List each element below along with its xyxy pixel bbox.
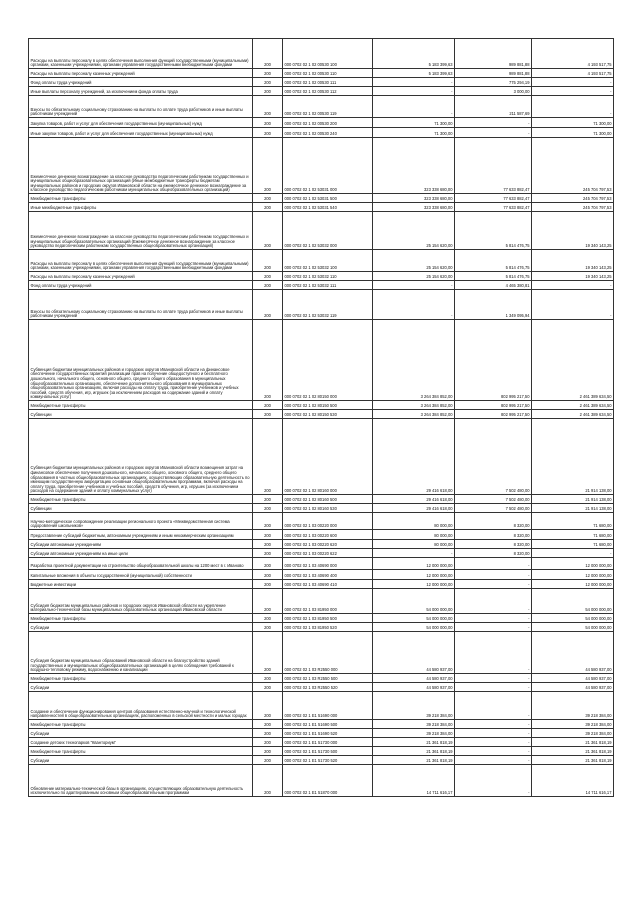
row-name: Фонд оплаты труда учреждений	[29, 281, 253, 290]
row-approved-amount: -	[373, 87, 455, 96]
row-name: Иные выплаты персоналу учреждений, за исключением фонда оплаты труда	[29, 87, 253, 96]
row-unexecuted-amount: 71 680,00	[532, 540, 614, 549]
row-classification-code: 000 0702 02 1 02 53031 540	[283, 203, 373, 212]
row-name: Создание детских технопарков "Кванториум"	[29, 738, 253, 747]
row-line-code: 200	[253, 530, 283, 540]
table-row	[29, 272, 614, 281]
row-classification-code: 000 0702 02 1 03 00220 620	[283, 540, 373, 549]
table-row	[29, 138, 614, 194]
row-unexecuted-amount: 21 914 138,00	[532, 504, 614, 513]
row-approved-amount: 54 000 000,00	[373, 623, 455, 632]
row-approved-amount: 54 000 000,00	[373, 589, 455, 614]
row-classification-code: 000 0702 02 1 E1 51730 500	[283, 747, 373, 756]
row-classification-code: 000 0702 02 1 02 53032 111	[283, 281, 373, 290]
row-classification-code: 000 0702 02 1 E1 51870 000	[283, 765, 373, 797]
row-executed-amount: -	[455, 674, 532, 683]
row-executed-amount: -	[455, 756, 532, 765]
row-unexecuted-amount: 12 000 000,00	[532, 580, 614, 589]
row-approved-amount: 39 218 384,00	[373, 729, 455, 738]
table-row	[29, 194, 614, 203]
row-unexecuted-amount: -	[532, 549, 614, 558]
row-unexecuted-amount: 44 580 937,00	[532, 632, 614, 674]
row-executed-amount: -	[455, 729, 532, 738]
row-line-code: 200	[253, 281, 283, 290]
row-line-code: 200	[253, 401, 283, 410]
row-classification-code: 000 0702 02 1 02 53032 110	[283, 272, 373, 281]
row-classification-code: 000 0702 02 1 03 00220 000	[283, 513, 373, 530]
table-row	[29, 78, 614, 87]
row-line-code: 200	[253, 203, 283, 212]
row-line-code: 200	[253, 410, 283, 419]
row-line-code: 200	[253, 589, 283, 614]
table-row	[29, 410, 614, 419]
row-classification-code: 000 0702 02 1 02 80160 500	[283, 495, 373, 504]
row-name: Взносы по обязательному социальному страхованию на выплаты по оплате труда работников и иные выплаты работникам учреждений	[29, 290, 253, 320]
row-name: Иные межбюджетные трансферты	[29, 203, 253, 212]
row-classification-code: 000 0702 02 1 02 80160 530	[283, 504, 373, 513]
row-line-code: 200	[253, 549, 283, 558]
row-executed-amount: -	[455, 683, 532, 692]
row-line-code: 200	[253, 118, 283, 128]
row-approved-amount: 25 154 620,00	[373, 250, 455, 272]
row-approved-amount: 21 361 818,19	[373, 738, 455, 747]
row-approved-amount: 39 218 384,00	[373, 720, 455, 729]
row-executed-amount: -	[455, 128, 532, 138]
table-row	[29, 570, 614, 580]
row-unexecuted-amount: 21 914 138,00	[532, 419, 614, 495]
row-classification-code: 000 0702 02 1 03 R2550 520	[283, 683, 373, 692]
row-approved-amount: -	[373, 96, 455, 118]
row-unexecuted-amount: 245 704 797,53	[532, 194, 614, 203]
row-name: Иные закупки товаров, работ и услуг для обеспечения государственных (муниципальных) нужд	[29, 128, 253, 138]
row-approved-amount: 5 183 399,63	[373, 39, 455, 69]
row-name: Субсидии автономным учреждениям на иные цели	[29, 549, 253, 558]
row-line-code: 200	[253, 87, 283, 96]
row-executed-amount: 802 995 217,50	[455, 320, 532, 401]
table-row	[29, 756, 614, 765]
table-row	[29, 540, 614, 549]
row-approved-amount: 12 000 000,00	[373, 558, 455, 570]
row-name: Межбюджетные трансферты	[29, 674, 253, 683]
table-row	[29, 290, 614, 320]
row-approved-amount: 80 000,00	[373, 513, 455, 530]
row-approved-amount: 323 338 680,00	[373, 194, 455, 203]
table-row	[29, 495, 614, 504]
row-approved-amount: 12 000 000,00	[373, 570, 455, 580]
row-approved-amount: 54 000 000,00	[373, 614, 455, 623]
row-line-code: 200	[253, 720, 283, 729]
row-name: Субсидии	[29, 756, 253, 765]
row-approved-amount: 29 416 618,00	[373, 419, 455, 495]
row-approved-amount: 21 361 818,19	[373, 747, 455, 756]
row-executed-amount: -	[455, 632, 532, 674]
row-executed-amount: 7 502 480,00	[455, 504, 532, 513]
row-executed-amount: 5 814 476,75	[455, 250, 532, 272]
row-executed-amount: -	[455, 580, 532, 589]
row-approved-amount: 71 300,00	[373, 128, 455, 138]
row-executed-amount: 989 881,88	[455, 39, 532, 69]
table-row	[29, 203, 614, 212]
row-approved-amount: 323 338 680,00	[373, 138, 455, 194]
table-row	[29, 614, 614, 623]
budget-execution-sheet	[28, 38, 613, 797]
row-executed-amount: -	[455, 747, 532, 756]
row-line-code: 200	[253, 632, 283, 674]
row-line-code: 200	[253, 614, 283, 623]
row-line-code: 200	[253, 320, 283, 401]
row-unexecuted-amount: 54 000 000,00	[532, 614, 614, 623]
row-line-code: 200	[253, 419, 283, 495]
row-approved-amount: 25 154 620,00	[373, 212, 455, 250]
row-name: Обновление материально-технической базы в организациях, осуществляющих образовательную деятельность исключительно по адаптированным основным общеобразовательным программам	[29, 765, 253, 797]
row-executed-amount: -	[455, 738, 532, 747]
row-name: Ежемесячное денежное вознаграждение за классное руководство педагогическим работникам государственных и муниципальных общеобразовательных организаций (Иные межбюджетные трансферты бюджетам муниципальных районов и городских округов Ивановской области на ежемесячное денежное вознаграждение за классное руководство педагогическим работникам муниципальных общеобразовательных организаций)	[29, 138, 253, 194]
row-line-code: 200	[253, 96, 283, 118]
table-row	[29, 765, 614, 797]
row-executed-amount: 5 814 476,75	[455, 212, 532, 250]
row-classification-code: 000 0702 02 1 02 80160 000	[283, 419, 373, 495]
row-executed-amount: -	[455, 589, 532, 614]
table-row	[29, 69, 614, 78]
row-name: Межбюджетные трансферты	[29, 720, 253, 729]
row-executed-amount: 8 320,00	[455, 530, 532, 540]
row-classification-code: 000 0702 02 1 03 81950 500	[283, 614, 373, 623]
row-unexecuted-amount: 54 000 000,00	[532, 623, 614, 632]
row-line-code: 200	[253, 78, 283, 87]
row-line-code: 200	[253, 683, 283, 692]
row-unexecuted-amount: 12 000 000,00	[532, 570, 614, 580]
row-classification-code: 000 0702 02 1 03 40690 000	[283, 558, 373, 570]
row-line-code: 200	[253, 623, 283, 632]
row-classification-code: 000 0702 02 1 02 53031 500	[283, 194, 373, 203]
table-row	[29, 720, 614, 729]
row-unexecuted-amount: -	[532, 78, 614, 87]
row-unexecuted-amount: 19 340 143,25	[532, 272, 614, 281]
table-row	[29, 118, 614, 128]
row-executed-amount: -	[455, 765, 532, 797]
row-classification-code: 000 0702 02 1 02 53032 000	[283, 212, 373, 250]
row-unexecuted-amount: 39 218 384,00	[532, 692, 614, 720]
row-classification-code: 000 0702 02 1 E1 51730 000	[283, 738, 373, 747]
row-unexecuted-amount: -	[532, 290, 614, 320]
row-name: Расходы на выплаты персоналу в целях обеспечения выполнения функций государственными (муниципальными) органами, казенными учреждениями, органами управления государственными внебюджетными фондами	[29, 250, 253, 272]
table-row	[29, 692, 614, 720]
row-executed-amount: 77 633 882,47	[455, 138, 532, 194]
row-executed-amount: -	[455, 692, 532, 720]
row-classification-code: 000 0702 02 1 02 53032 100	[283, 250, 373, 272]
row-unexecuted-amount: 39 218 384,00	[532, 720, 614, 729]
row-approved-amount: 80 000,00	[373, 530, 455, 540]
row-name: Межбюджетные трансферты	[29, 614, 253, 623]
row-approved-amount: 323 338 680,00	[373, 203, 455, 212]
row-line-code: 200	[253, 290, 283, 320]
row-line-code: 200	[253, 212, 283, 250]
row-classification-code: 000 0702 02 1 02 00530 119	[283, 96, 373, 118]
row-classification-code: 000 0702 02 1 03 40690 400	[283, 570, 373, 580]
row-name: Фонд оплаты труда учреждений	[29, 78, 253, 87]
row-classification-code: 000 0702 02 1 02 00530 100	[283, 39, 373, 69]
row-name: Субвенции	[29, 410, 253, 419]
budget-table-body	[29, 39, 614, 797]
row-unexecuted-amount: 71 300,00	[532, 118, 614, 128]
table-row	[29, 128, 614, 138]
row-classification-code: 000 0702 02 1 02 00530 110	[283, 69, 373, 78]
table-row	[29, 87, 614, 96]
table-row	[29, 674, 614, 683]
table-row	[29, 281, 614, 290]
row-line-code: 200	[253, 513, 283, 530]
row-approved-amount: 12 000 000,00	[373, 580, 455, 589]
row-name: Межбюджетные трансферты	[29, 194, 253, 203]
table-row	[29, 558, 614, 570]
row-line-code: 200	[253, 69, 283, 78]
row-classification-code: 000 0702 02 1 02 80150 530	[283, 410, 373, 419]
table-row	[29, 632, 614, 674]
row-line-code: 200	[253, 138, 283, 194]
row-name: Субвенция бюджетам муниципальных районов и городских округов Ивановской области на финансовое обеспечение государственных гарантий реализации прав на получение общедоступного и бесплатного дошкольного, начального общего, основного общего, среднего общего образования в муниципальных общеобразовательных организациях, обеспечение дополнительного образования в муниципальных общеобразовательных организациях, включая расходы на оплату труда, приобретение учебников и учебных пособий, средств обучения, игр, игрушек (за исключением расходов на содержание зданий и оплату коммунальных услуг)	[29, 320, 253, 401]
row-unexecuted-amount: 4 193 517,75	[532, 69, 614, 78]
row-approved-amount: -	[373, 549, 455, 558]
table-row	[29, 504, 614, 513]
row-executed-amount: -	[455, 118, 532, 128]
row-approved-amount: 14 711 616,17	[373, 765, 455, 797]
row-name: Субсидия бюджетам муниципальных районов и городских округов Ивановской области на укрепление материально-технической базы муниципальных образовательных организаций Ивановской области	[29, 589, 253, 614]
row-unexecuted-amount: 4 193 517,75	[532, 39, 614, 69]
row-name: Капитальные вложения в объекты государственной (муниципальной) собственности	[29, 570, 253, 580]
row-name: Субсидии	[29, 729, 253, 738]
row-line-code: 200	[253, 729, 283, 738]
row-approved-amount: 71 300,00	[373, 118, 455, 128]
row-name: Субсидия бюджетам муниципальных образований Ивановской области на благоустройство зданий государственных и муниципальных общеобразовательных организаций в целях соблюдения требований к воздушно-тепловому режиму, водоснабжению и канализации	[29, 632, 253, 674]
row-executed-amount: 8 320,00	[455, 540, 532, 549]
row-approved-amount: 80 000,00	[373, 540, 455, 549]
row-line-code: 200	[253, 570, 283, 580]
row-classification-code: 000 0702 02 1 03 R2550 500	[283, 674, 373, 683]
row-line-code: 200	[253, 558, 283, 570]
row-name: Расходы на выплаты персоналу в целях обеспечения выполнения функций государственными (муниципальными) органами, казенными учреждениями, органами управления государственными внебюджетными фондами	[29, 39, 253, 69]
row-executed-amount: 77 633 882,47	[455, 203, 532, 212]
row-name: Научно-методическое сопровождение реализации регионального проекта «Межведомственная система оздоровления школьников»	[29, 513, 253, 530]
row-classification-code: 000 0702 02 1 02 00530 240	[283, 128, 373, 138]
table-row	[29, 513, 614, 530]
row-executed-amount: -	[455, 570, 532, 580]
row-classification-code: 000 0702 02 1 E1 51690 500	[283, 720, 373, 729]
row-approved-amount: 29 416 618,00	[373, 504, 455, 513]
row-line-code: 200	[253, 495, 283, 504]
row-unexecuted-amount: 71 680,00	[532, 513, 614, 530]
row-executed-amount: 802 995 217,50	[455, 410, 532, 419]
row-line-code: 200	[253, 747, 283, 756]
row-approved-amount: 29 416 618,00	[373, 495, 455, 504]
row-classification-code: 000 0702 02 1 03 00220 622	[283, 549, 373, 558]
row-line-code: 200	[253, 39, 283, 69]
row-line-code: 200	[253, 674, 283, 683]
row-line-code: 200	[253, 765, 283, 797]
table-row	[29, 747, 614, 756]
row-unexecuted-amount: 21 361 818,19	[532, 756, 614, 765]
row-name: Создание и обеспечение функционирования центров образования естественно-научной и технологической направленностей в общеобразовательных организациях, расположенных в сельской местности и малых городах	[29, 692, 253, 720]
row-classification-code: 000 0702 02 1 02 00530 111	[283, 78, 373, 87]
row-classification-code: 000 0702 02 1 02 53031 000	[283, 138, 373, 194]
budget-table	[28, 38, 614, 797]
row-approved-amount: -	[373, 78, 455, 87]
row-unexecuted-amount: 2 461 389 634,50	[532, 401, 614, 410]
row-unexecuted-amount: 71 680,00	[532, 530, 614, 540]
row-unexecuted-amount: 54 000 000,00	[532, 589, 614, 614]
row-executed-amount: 775 294,19	[455, 78, 532, 87]
table-row	[29, 580, 614, 589]
row-line-code: 200	[253, 692, 283, 720]
row-executed-amount: 77 633 882,47	[455, 194, 532, 203]
row-line-code: 200	[253, 194, 283, 203]
row-approved-amount: 25 154 620,00	[373, 272, 455, 281]
table-row	[29, 623, 614, 632]
row-unexecuted-amount: 44 580 937,00	[532, 674, 614, 683]
row-approved-amount: 44 580 937,00	[373, 674, 455, 683]
row-unexecuted-amount: 2 461 389 634,50	[532, 320, 614, 401]
row-classification-code: 000 0702 02 1 02 00530 200	[283, 118, 373, 128]
table-row	[29, 589, 614, 614]
row-classification-code: 000 0702 02 1 03 R2550 000	[283, 632, 373, 674]
row-unexecuted-amount: -	[532, 96, 614, 118]
row-executed-amount: 4 465 380,81	[455, 281, 532, 290]
row-unexecuted-amount: 19 340 143,25	[532, 212, 614, 250]
table-row	[29, 549, 614, 558]
row-unexecuted-amount: 19 340 143,25	[532, 250, 614, 272]
row-approved-amount: 44 580 937,00	[373, 632, 455, 674]
row-classification-code: 000 0702 02 1 E1 51690 520	[283, 729, 373, 738]
row-name: Ежемесячное денежное вознаграждение за классное руководство педагогическим работникам государственных и муниципальных общеобразовательных организаций (Ежемесячное денежное вознаграждение за классное руководство педагогическим работникам государственных общеобразовательных организаций)	[29, 212, 253, 250]
row-line-code: 200	[253, 756, 283, 765]
row-executed-amount: 8 320,00	[455, 549, 532, 558]
table-row	[29, 530, 614, 540]
row-unexecuted-amount: 245 704 797,53	[532, 203, 614, 212]
row-executed-amount: 3 000,00	[455, 87, 532, 96]
row-approved-amount: 21 361 818,19	[373, 756, 455, 765]
row-name: Разработка проектной документации на строительство общеобразовательной школы на 1200 мест в г. Иваново	[29, 558, 253, 570]
row-unexecuted-amount: 71 300,00	[532, 128, 614, 138]
row-executed-amount: 802 995 217,50	[455, 401, 532, 410]
row-unexecuted-amount: 21 914 138,00	[532, 495, 614, 504]
row-name: Межбюджетные трансферты	[29, 747, 253, 756]
row-name: Субвенция бюджетам муниципальных районов и городских округов Ивановской области возмещения затрат на финансовое обеспечение получения дошкольного, начального общего, основного общего, среднего общего образования в частных общеобразовательных организациях, осуществляющих образовательную деятельность по имеющим государственную аккредитацию основным общеобразовательным программам, включая расходы на оплату труда, приобретение учебников и учебных пособий, средств обучения, игр, игрушек (за исключением расходов на содержание зданий и оплату коммунальных услуг)	[29, 419, 253, 495]
table-row	[29, 96, 614, 118]
row-unexecuted-amount: 21 361 818,19	[532, 747, 614, 756]
row-unexecuted-amount: 2 461 389 634,50	[532, 410, 614, 419]
row-executed-amount: 7 502 480,00	[455, 419, 532, 495]
row-name: Субсидии	[29, 683, 253, 692]
row-line-code: 200	[253, 272, 283, 281]
row-name: Субсидии автономным учреждениям	[29, 540, 253, 549]
table-row	[29, 250, 614, 272]
row-classification-code: 000 0702 02 1 02 00530 112	[283, 87, 373, 96]
row-classification-code: 000 0702 02 1 02 80150 000	[283, 320, 373, 401]
row-classification-code: 000 0702 02 1 03 40690 410	[283, 580, 373, 589]
row-line-code: 200	[253, 738, 283, 747]
row-classification-code: 000 0702 02 1 03 00220 600	[283, 530, 373, 540]
row-name: Субсидии	[29, 623, 253, 632]
row-classification-code: 000 0702 02 1 E1 51690 000	[283, 692, 373, 720]
row-line-code: 200	[253, 580, 283, 589]
row-executed-amount: 211 587,69	[455, 96, 532, 118]
row-approved-amount: 3 264 384 852,00	[373, 320, 455, 401]
row-name: Межбюджетные трансферты	[29, 495, 253, 504]
table-row	[29, 320, 614, 401]
row-classification-code: 000 0702 02 1 E1 51730 520	[283, 756, 373, 765]
row-line-code: 200	[253, 128, 283, 138]
table-row	[29, 212, 614, 250]
table-row	[29, 683, 614, 692]
row-classification-code: 000 0702 02 1 03 81950 000	[283, 589, 373, 614]
row-executed-amount: 8 320,00	[455, 513, 532, 530]
row-approved-amount: 5 183 399,63	[373, 69, 455, 78]
row-unexecuted-amount: 21 361 818,19	[532, 738, 614, 747]
table-row	[29, 401, 614, 410]
row-executed-amount: 1 349 095,94	[455, 290, 532, 320]
row-approved-amount: -	[373, 290, 455, 320]
row-name: Закупка товаров, работ и услуг для обеспечения государственных (муниципальных) нужд	[29, 118, 253, 128]
table-row	[29, 419, 614, 495]
table-row	[29, 729, 614, 738]
row-executed-amount: 5 814 476,75	[455, 272, 532, 281]
row-executed-amount: -	[455, 558, 532, 570]
row-classification-code: 000 0702 02 1 03 81950 520	[283, 623, 373, 632]
row-approved-amount: 3 264 384 852,00	[373, 401, 455, 410]
row-executed-amount: -	[455, 623, 532, 632]
row-unexecuted-amount: -	[532, 281, 614, 290]
row-approved-amount: 39 218 384,00	[373, 692, 455, 720]
row-name: Межбюджетные трансферты	[29, 401, 253, 410]
row-classification-code: 000 0702 02 1 02 80150 500	[283, 401, 373, 410]
row-name: Предоставление субсидий бюджетным, автономным учреждениям и иным некоммерческим организациям	[29, 530, 253, 540]
row-name: Расходы на выплаты персоналу казенных учреждений	[29, 69, 253, 78]
row-unexecuted-amount: -	[532, 87, 614, 96]
row-executed-amount: -	[455, 720, 532, 729]
row-approved-amount: 44 580 937,00	[373, 683, 455, 692]
row-unexecuted-amount: 14 711 616,17	[532, 765, 614, 797]
row-unexecuted-amount: 39 218 384,00	[532, 729, 614, 738]
table-row	[29, 738, 614, 747]
row-name: Субвенции	[29, 504, 253, 513]
row-name: Расходы на выплаты персоналу казенных учреждений	[29, 272, 253, 281]
row-executed-amount: 7 502 480,00	[455, 495, 532, 504]
row-line-code: 200	[253, 504, 283, 513]
row-name: Взносы по обязательному социальному страхованию на выплаты по оплате труда работников и иные выплаты работникам учреждений	[29, 96, 253, 118]
row-classification-code: 000 0702 02 1 02 53032 119	[283, 290, 373, 320]
row-unexecuted-amount: 12 000 000,00	[532, 558, 614, 570]
table-row	[29, 39, 614, 69]
row-executed-amount: -	[455, 614, 532, 623]
row-unexecuted-amount: 44 580 937,00	[532, 683, 614, 692]
row-approved-amount: -	[373, 281, 455, 290]
row-executed-amount: 989 881,88	[455, 69, 532, 78]
row-unexecuted-amount: 245 704 797,53	[532, 138, 614, 194]
row-name: Бюджетные инвестиции	[29, 580, 253, 589]
row-line-code: 200	[253, 250, 283, 272]
row-approved-amount: 3 264 384 852,00	[373, 410, 455, 419]
row-line-code: 200	[253, 540, 283, 549]
